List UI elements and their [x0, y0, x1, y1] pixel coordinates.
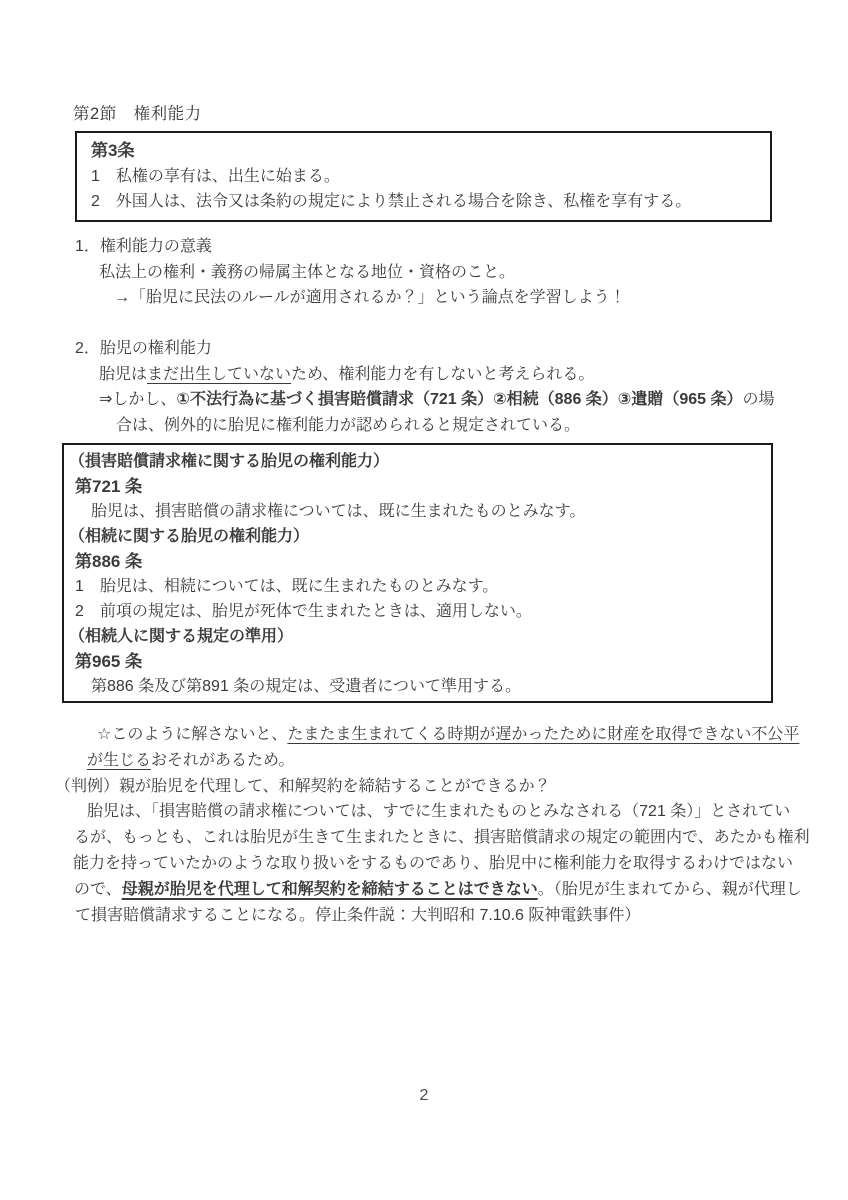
text-run: ので、 — [74, 880, 122, 898]
section-1-definition: 私法上の権利・義務の帰属主体となる地位・資格のこと。 — [99, 263, 516, 281]
underlined-run: が生じる — [87, 751, 152, 769]
chapter-heading: 第2節 権利能力 — [73, 105, 202, 123]
section-2-heading: 2．胎児の権利能力 — [75, 340, 212, 357]
article-886-caption: （相続に関する胎児の権利能力） — [69, 528, 310, 545]
section-1 — [0, 234, 848, 311]
article-3-title: 第3条 — [91, 141, 135, 160]
article-886-item-1: 1 胎児は、相続については、既に生まれたものとみなす。 — [75, 578, 499, 595]
article-886-number: 第886 条 — [75, 552, 143, 571]
text-run: ため、権利能力を有しないと考えられる。 — [291, 365, 595, 383]
star-note-line-2 — [0, 748, 848, 774]
statute-box-article-3 — [75, 131, 772, 222]
case-line-5: て損害賠償請求することになる。停止条件説：大判昭和 7.10.6 阪神電鉄事件） — [75, 906, 641, 924]
text-run: ⇒しかし、 — [99, 391, 177, 408]
text-run: 胎児は — [99, 365, 148, 383]
case-line-1: 胎児は、「損害賠償の請求権については、すでに生まれたものとみなされる（721 条）」とされてい — [87, 803, 791, 821]
article-721-number: 第721 条 — [75, 477, 143, 496]
article-965-caption: （相続人に関する規定の準用） — [69, 628, 294, 645]
section-2 — [0, 336, 848, 438]
article-886-item-2: 2 前項の規定は、胎児が死体で生まれたときは、適用しない。 — [75, 603, 532, 620]
article-721-text: 胎児は、損害賠償の請求権については、既に生まれたものとみなす。 — [91, 503, 586, 520]
article-965-text: 第886 条及び第891 条の規定は、受遺者について準用する。 — [91, 678, 521, 695]
section-2-line-3: 合は、例外的に胎児に権利能力が認められると規定されている。 — [116, 416, 581, 434]
section-2-line-1 — [0, 362, 848, 388]
article-3-item-1: 1 私権の享有は、出生に始まる。 — [91, 167, 340, 185]
page-number: 2 — [419, 1087, 429, 1104]
case-question: （判例）親が胎児を代理して、和解契約を締結することができるか？ — [55, 777, 551, 795]
article-965-number: 第965 条 — [75, 652, 143, 671]
section-1-heading: 1．権利能力の意義 — [75, 238, 212, 255]
bold-underlined-run: 母親が胎児を代理して和解契約を締結することはできない — [121, 880, 538, 898]
article-721-caption: （損害賠償請求権に関する胎児の権利能力） — [69, 453, 390, 470]
underlined-run: たまたま生まれてくる時期が遅かったために財産を取得できない不公平 — [287, 726, 800, 743]
case-line-2: るが、もっとも、これは胎児が生きて生まれたときに、損害賠償請求の規定の範囲内で、あたかも権利 — [74, 829, 810, 847]
bold-run: ①不法行為に基づく損害賠償請求（721 条）②相続（886 条）③遺贈（965 条） — [176, 391, 743, 408]
statute-box-articles-721-886-965 — [62, 443, 773, 703]
text-run: ☆このように解さないと、 — [97, 726, 288, 743]
case-line-4 — [0, 877, 848, 903]
text-run: おそれがあるため。 — [151, 751, 295, 769]
text-run: の場 — [742, 391, 775, 408]
notes-section — [0, 722, 848, 928]
underlined-run: まだ出生していない — [147, 365, 292, 383]
text-run: 。（胎児が生まれてから、親が代理し — [537, 880, 802, 898]
section-1-arrow-note: →「胎児に民法のルールが適用されるか？」という論点を学習しよう！ — [114, 289, 626, 306]
section-2-line-2 — [0, 387, 848, 413]
case-line-3: 能力を持っていたかのような取り扱いをするものであり、胎児中に権利能力を取得するわけではない — [73, 854, 794, 872]
star-note-line-1 — [0, 722, 848, 748]
article-3-item-2: 2 外国人は、法令又は条約の規定により禁止される場合を除き、私権を享有する。 — [91, 193, 692, 210]
